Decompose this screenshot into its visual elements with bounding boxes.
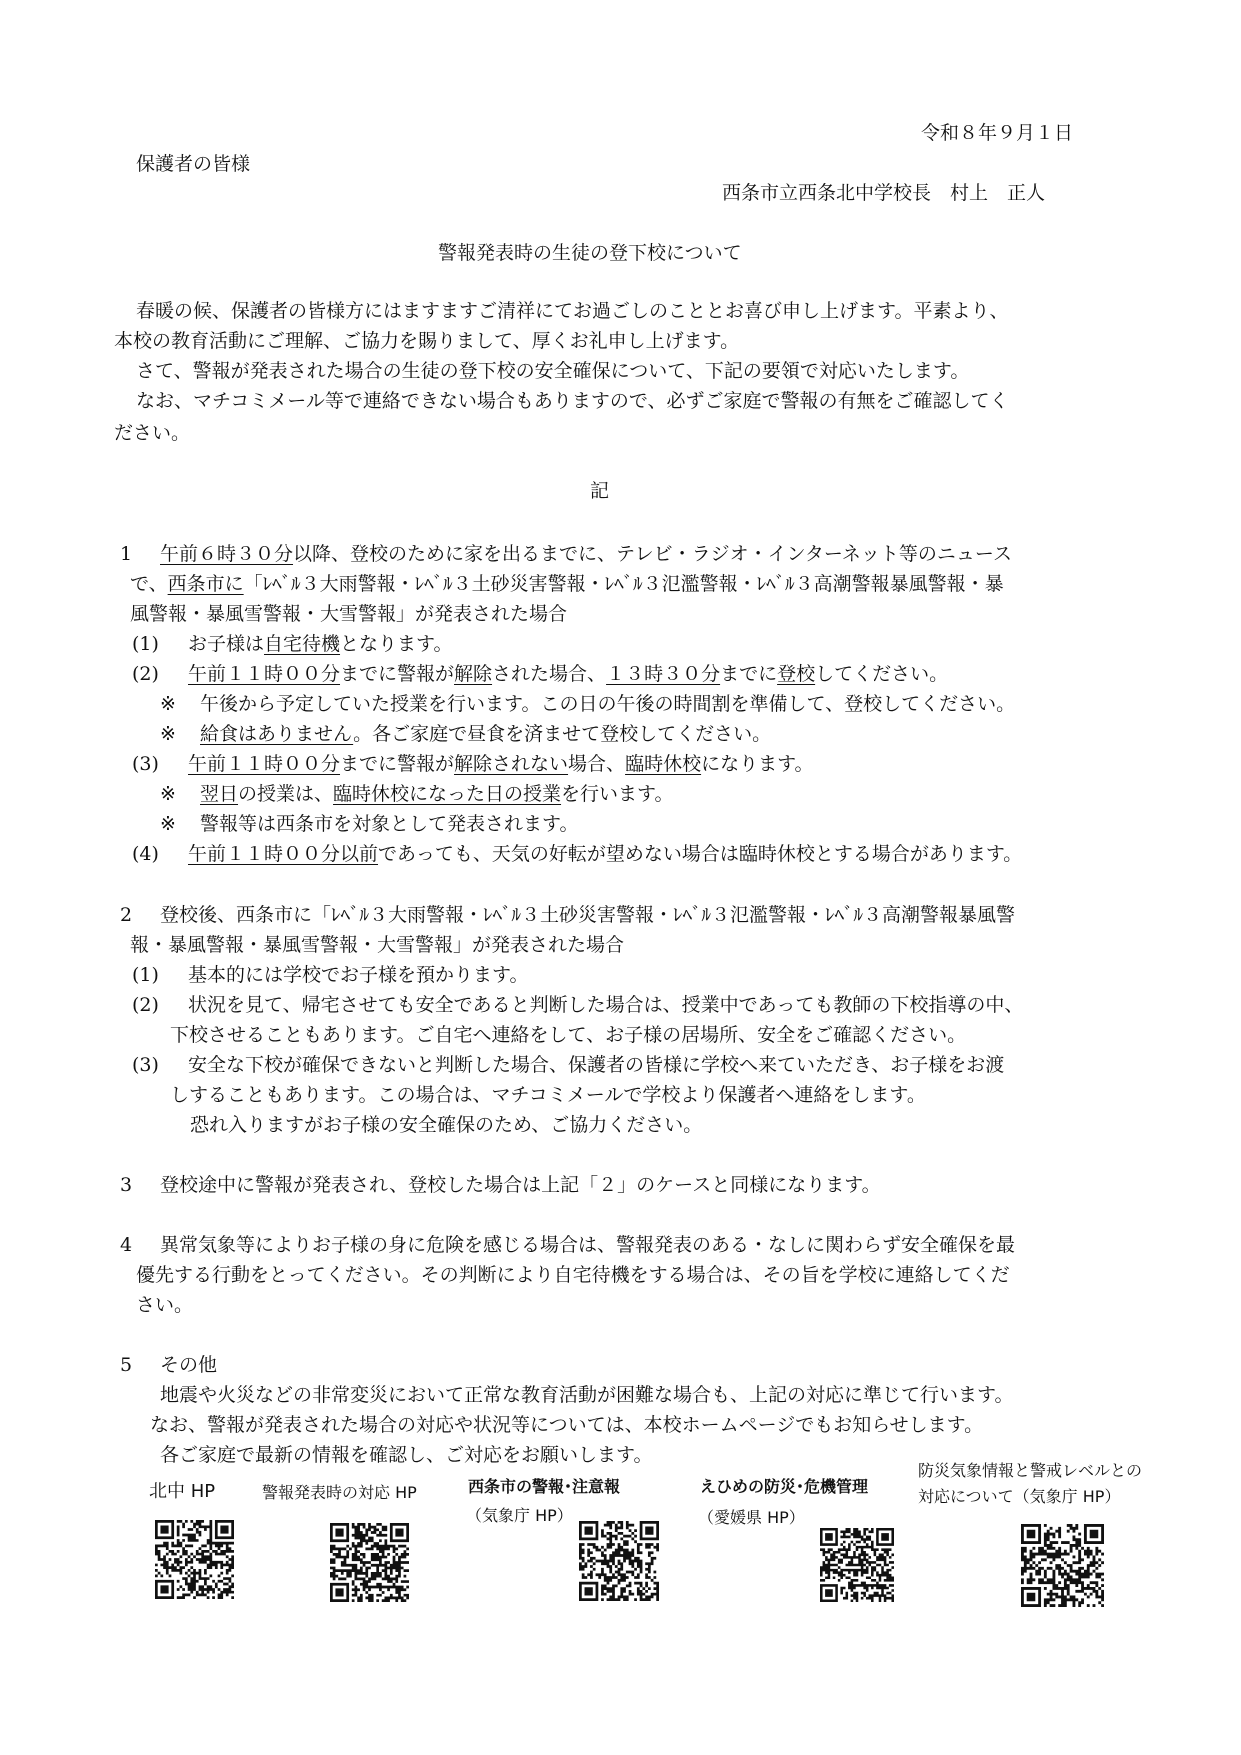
intro-line-4: なお、マチコミメール等で連絡できない場合もありますので、必ずご家庭で警報の有無をご確認してく [136,390,1009,412]
section-3-number: 3 [120,1174,133,1196]
qr-label-alert-levels-source: 対応について（気象庁 HP） [918,1487,1121,1506]
qr-code-alert-levels[interactable] [1021,1524,1104,1607]
section-2-number: 2 [120,904,133,926]
qr-code-kitachu-hp[interactable] [155,1520,234,1599]
section-5-heading: その他 [160,1354,218,1376]
item-2-1-number: (1) [132,964,159,986]
item-1-4: 午前１１時００分以前であっても、天気の好転が望めない場合は臨時休校とする場合があります。 [188,843,1023,865]
note-2-mark: ※ [160,723,176,745]
section-1-line-1: 午前６時３０分以降、登校のために家を出るまでに、テレビ・ラジオ・インターネット等のニュース [160,543,1012,565]
start-time-underlined: 午前６時３０分 [160,543,294,565]
item-2-3-number: (3) [132,1054,159,1076]
item-2-2-number: (2) [132,994,159,1016]
note-3-mark: ※ [160,783,176,805]
qr-label-kitachu-hp: 北中 HP [149,1481,216,1502]
item-1-2: 午前１１時００分までに警報が解除された場合、１３時３０分までに登校してください。 [188,663,949,685]
section-1-line-2: で、西条市に「ﾚﾍﾞﾙ３大雨警報・ﾚﾍﾞﾙ３土砂災害警報・ﾚﾍﾞﾙ３氾濫警報・ﾚﾍﾞﾙ３高潮警報暴風警報・暴 [130,573,1004,595]
qr-label-ehime-bousai-source: （愛媛県 HP） [698,1508,805,1527]
section-3-text: 登校途中に警報が発表され、登校した場合は上記「２」のケースと同様になります。 [160,1174,881,1196]
item-2-3-line-3: 恐れ入りますがお子様の安全確保のため、ご協力ください。 [190,1114,703,1136]
section-5-line-1: 地震や火災などの非常変災において正常な教育活動が困難な場合も、上記の対応に準じて行います。 [160,1384,1014,1406]
item-1-3-number: (3) [132,753,159,775]
qr-label-saijo-warnings: 西条市の警報･注意報 [468,1477,621,1496]
note-2: 給食はありません。各ご家庭で昼食を済ませて登校してください。 [200,723,772,745]
qr-label-alert-levels: 防災気象情報と警戒レベルとの [918,1461,1143,1480]
intro-line-3: さて、警報が発表された場合の生徒の登下校の安全確保について、下記の要領で対応いたします。 [136,360,970,382]
item-2-3-line-2: しすることもあります。この場合は、マチコミメールで学校より保護者へ連絡をします。 [170,1084,926,1106]
qr-label-warning-response-hp: 警報発表時の対応 HP [262,1483,417,1502]
section-2-line-2: 報・暴風警報・暴風雪警報・大雪警報」が発表された場合 [130,934,625,956]
qr-code-ehime-bousai[interactable] [820,1528,894,1602]
note-3: 翌日の授業は、臨時休校になった日の授業を行います。 [200,783,674,805]
note-4-mark: ※ [160,813,176,835]
item-1-3: 午前１１時００分までに警報が解除されない場合、臨時休校になります。 [188,753,814,775]
note-1: 午後から予定していた授業を行います。この日の午後の時間割を準備して、登校してください。 [200,693,1016,715]
sender: 西条市立西条北中学校長 村上 正人 [722,182,1046,204]
intro-line-5: ださい。 [114,422,191,444]
section-4-line-3: さい。 [136,1294,194,1316]
qr-label-ehime-bousai: えひめの防災･危機管理 [700,1477,869,1496]
qr-code-saijo-warnings[interactable] [579,1521,659,1601]
section-1-line-3: 風警報・暴風雪警報・大雪警報」が発表された場合 [130,603,568,625]
intro-line-1: 春暖の候、保護者の皆様方にはますますご清祥にてお過ごしのこととお喜び申し上げます。平素より、 [136,300,1009,322]
item-1-2-number: (2) [132,663,159,685]
section-2-line-1: 登校後、西条市に「ﾚﾍﾞﾙ３大雨警報・ﾚﾍﾞﾙ３土砂災害警報・ﾚﾍﾞﾙ３氾濫警報・ﾚﾍﾞﾙ３高潮警報暴風警 [160,904,1016,926]
item-2-1: 基本的には学校でお子様を預かります。 [188,964,529,986]
intro-line-2: 本校の教育活動にご理解、ご協力を賜りまして、厚くお礼申し上げます。 [114,330,740,352]
note-1-mark: ※ [160,693,176,715]
section-5-line-3: 各ご家庭で最新の情報を確認し、ご対応をお願いします。 [160,1444,653,1466]
item-1-1: お子様は自宅待機となります。 [188,633,453,655]
section-4-line-2: 優先する行動をとってください。その判断により自宅待機をする場合は、その旨を学校に連絡してくだ [136,1264,1010,1286]
item-2-3-line-1: 安全な下校が確保できないと判断した場合、保護者の皆様に学校へ来ていただき、お子様をお渡 [188,1054,1005,1076]
section-4-line-1: 異常気象等によりお子様の身に危険を感じる場合は、警報発表のある・なしに関わらず安全確保を最 [160,1234,1016,1256]
section-1-number: 1 [120,543,133,565]
section-5-line-2: なお、警報が発表された場合の対応や状況等については、本校ホームページでもお知らせします。 [150,1414,984,1436]
note-4: 警報等は西条市を対象として発表されます。 [200,813,579,835]
item-2-2-line-1: 状況を見て、帰宅させても安全であると判断した場合は、授業中であっても教師の下校指導の中、 [188,994,1024,1016]
item-1-4-number: (4) [132,843,159,865]
item-2-2-line-2: 下校させることもあります。ご自宅へ連絡をして、お子様の居場所、安全をご確認ください。 [170,1024,967,1046]
qr-code-warning-response-hp[interactable] [330,1523,409,1602]
recipient: 保護者の皆様 [136,153,251,175]
section-5-number: 5 [120,1354,133,1376]
qr-label-saijo-warnings-source: （気象庁 HP） [466,1506,573,1525]
date: 令和８年９月１日 [921,122,1074,144]
city-underlined: 西条市に [167,573,244,595]
ki-heading: 記 [590,480,610,502]
item-1-1-number: (1) [132,633,159,655]
document-title: 警報発表時の生徒の登下校について [438,242,742,264]
section-4-number: 4 [120,1234,133,1256]
